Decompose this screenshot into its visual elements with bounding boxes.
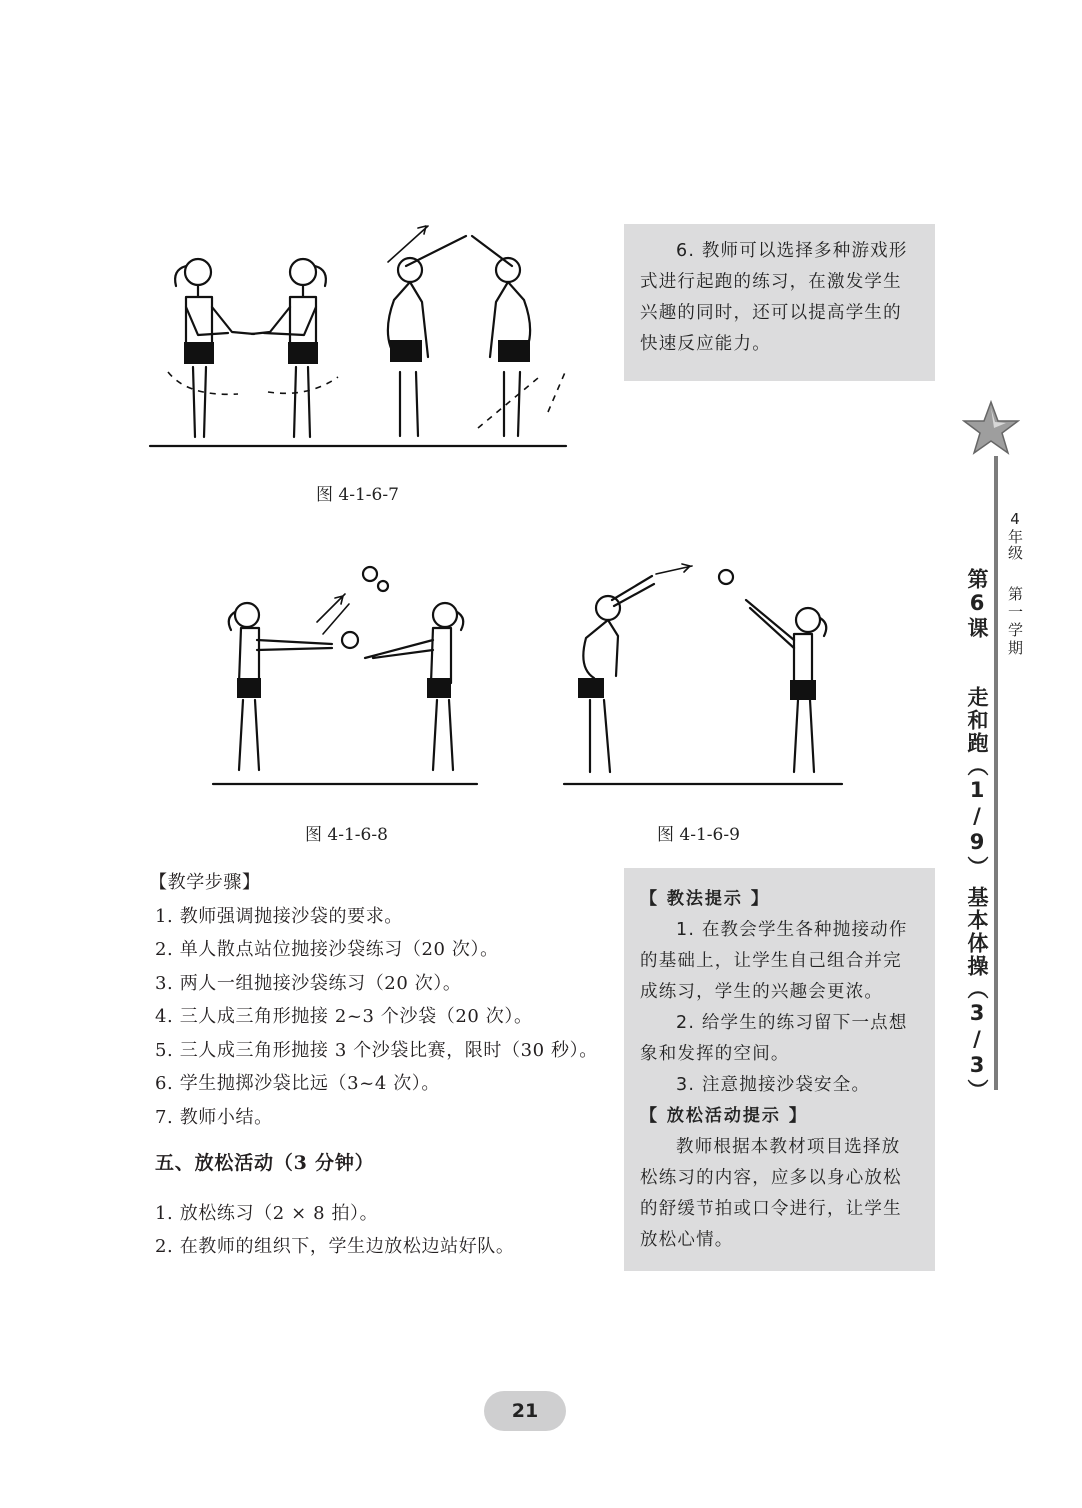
- figure-caption: 图 4-1-6-7: [316, 485, 399, 505]
- page-number: 21: [484, 1391, 566, 1431]
- tip-line: 的舒缓节拍或口令进行，让学生: [640, 1199, 902, 1219]
- grade-label: 4年级: [1006, 510, 1024, 561]
- topic-walk-run: 走和跑（1/9）: [965, 686, 989, 879]
- tip-line: 兴趣的同时，还可以提高学生的: [640, 303, 902, 323]
- tip-line: 3. 注意抛接沙袋安全。: [676, 1075, 871, 1095]
- step-item: 1. 教师强调抛接沙袋的要求。: [155, 905, 403, 927]
- step-item: 7. 教师小结。: [155, 1106, 273, 1128]
- tip-line: 快速反应能力。: [640, 334, 771, 354]
- step-item: 5. 三人成三角形抛接 3 个沙袋比赛，限时（30 秒）。: [155, 1039, 598, 1061]
- method-tip-box: [624, 868, 935, 1271]
- tip-line: 松练习的内容，应多以身心放松: [640, 1168, 902, 1188]
- section-title: 五、放松活动（3 分钟）: [155, 1152, 375, 1174]
- figure-caption: 图 4-1-6-9: [657, 825, 740, 845]
- teaching-tip-box: [624, 224, 935, 381]
- step-item: 4. 三人成三角形抛接 2~3 个沙袋（20 次）。: [155, 1006, 533, 1027]
- step-item: 6. 学生抛掷沙袋比远（3~4 次）。: [155, 1073, 441, 1094]
- figure-4-1-6-7: [148, 222, 568, 452]
- star-icon: [962, 400, 1020, 458]
- tip-line: 教师根据本教材项目选择放: [676, 1137, 901, 1157]
- tip-line: 1. 在教会学生各种抛接动作: [676, 920, 908, 940]
- step-item: 2. 单人散点站位抛接沙袋练习（20 次）。: [155, 939, 499, 960]
- tip-line: 2. 给学生的练习留下一点想: [676, 1013, 908, 1033]
- side-tab: [950, 398, 1040, 1102]
- tip-line: 放松心情。: [640, 1230, 734, 1250]
- figure-caption: 图 4-1-6-8: [305, 825, 388, 845]
- teaching-steps: [149, 866, 598, 1134]
- lesson-label: 第6课: [965, 568, 989, 640]
- relax-list: [155, 1197, 515, 1263]
- relax-item: 2. 在教师的组织下，学生边放松边站好队。: [155, 1236, 515, 1257]
- tip-line: 式进行起跑的练习，在激发学生: [640, 272, 902, 292]
- figure-4-1-6-8: [205, 560, 485, 790]
- term-label: 第一学期: [1006, 586, 1024, 658]
- tip-line: 成练习，学生的兴趣会更浓。: [640, 982, 884, 1002]
- tip-heading: 【 放松活动提示 】: [640, 1106, 808, 1126]
- relax-item: 1. 放松练习（2 × 8 拍）。: [155, 1203, 379, 1224]
- tip-heading: 【 教法提示 】: [640, 889, 770, 909]
- tip-line: 象和发挥的空间。: [640, 1044, 790, 1064]
- step-item: 3. 两人一组抛接沙袋练习（20 次）。: [155, 972, 462, 994]
- tip-line: 的基础上，让学生自己组合并完: [640, 951, 902, 971]
- figure-4-1-6-9: [560, 560, 850, 790]
- steps-title: 【教学步骤】: [149, 872, 261, 893]
- tip-line: 6. 教师可以选择多种游戏形: [676, 241, 908, 261]
- topic-basic-gym: 基本体操（3/3）: [965, 886, 989, 1102]
